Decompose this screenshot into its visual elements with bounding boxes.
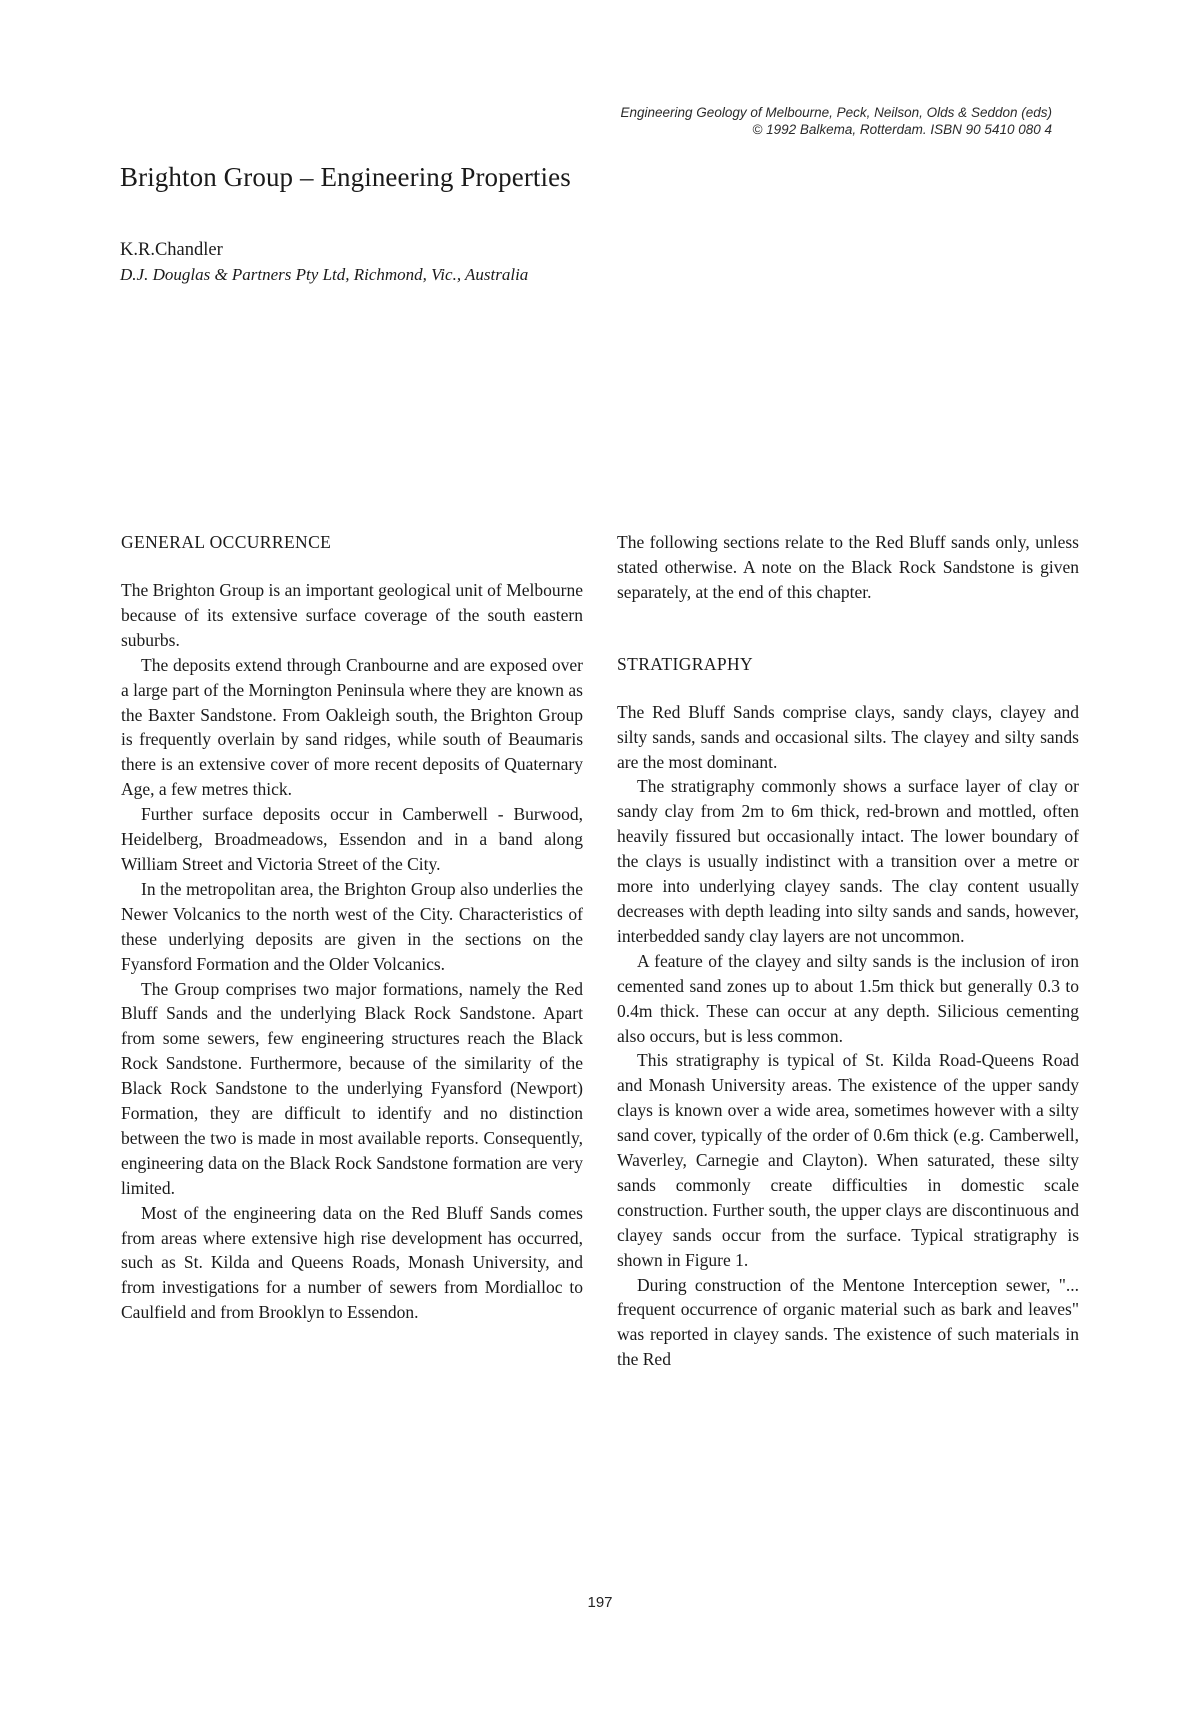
author-name: K.R.Chandler	[120, 240, 223, 260]
paragraph: The Red Bluff Sands comprise clays, sandy clays, clayey and silty sands, sands and occasional silts. The clayey and silty sands are the most dominant.	[617, 701, 1079, 772]
paragraph: The Brighton Group is an important geological unit of Melbourne because of its extensive surface coverage of the south eastern suburbs.	[121, 580, 583, 650]
section-heading-general-occurrence: GENERAL OCCURRENCE	[121, 532, 332, 552]
paragraph: Most of the engineering data on the Red Bluff Sands comes from areas where extensive high rise development has occurred, such as St. Kilda and Queens Roads, Monash University, and from investigations for a number of sewers from Mordialloc to Caulfield and from Brooklyn to Essendon.	[121, 1202, 583, 1323]
right-column	[617, 530, 1079, 1372]
paragraph: This stratigraphy is typical of St. Kilda Road-Queens Road and Monash University areas. The existence of the upper sandy clays is known over a wide area, sometimes however with a silty sand cover, typically of the order of 0.6m thick (e.g. Camberwell, Waverley, Carnegie and Clayton). When saturated, these silty sands commonly create difficulties in domestic scale construction. Further south, the upper clays are discontinuous and clayey sands occur from the surface. Typical stratigraphy is shown in Figure 1.	[617, 1050, 1079, 1270]
page-number: 197	[587, 1594, 613, 1611]
paragraph: The Group comprises two major formations, namely the Red Bluff Sands and the underlying Black Rock Sandstone. Apart from some sewers, few engineering structures reach the Black Rock Sandstone. Furthermore, because of the similarity of the Black Rock Sandstone to the underlying Fyansford (Newport) Formation, they are difficult to identify and no distinction between the two is made in most available reports. Consequently, engineering data on the Black Rock Sandstone formation are very limited.	[121, 978, 583, 1198]
citation-line-2: © 1992 Balkema, Rotterdam. ISBN 90 5410 080 4	[752, 122, 1052, 137]
author-affiliation: D.J. Douglas & Partners Pty Ltd, Richmond, Vic., Australia	[120, 265, 529, 284]
paper-title: Brighton Group – Engineering Properties	[120, 162, 571, 192]
paragraph-intro: The following sections relate to the Red Bluff sands only, unless stated otherwise. A note on the Black Rock Sandstone is given separately, at the end of this chapter.	[617, 532, 1079, 602]
paragraph: In the metropolitan area, the Brighton Group also underlies the Newer Volcanics to the north west of the City. Characteristics of these underlying deposits are given in the sections on the Fyansford Formation and the Older Volcanics.	[121, 878, 583, 974]
citation-header	[621, 104, 1053, 138]
paragraph: Further surface deposits occur in Camberwell - Burwood, Heidelberg, Broadmeadows, Essendon and in a band along William Street and Victoria Street of the City.	[121, 804, 583, 874]
left-column	[121, 530, 583, 1325]
citation-line-1: Engineering Geology of Melbourne, Peck, Neilson, Olds & Seddon (eds)	[620, 105, 1052, 120]
paragraph: The stratigraphy commonly shows a surface layer of clay or sandy clay from 2m to 6m thick, red-brown and mottled, often heavily fissured but occasionally intact. The lower boundary of the clays is usually indistinct with a transition over a metre or more into underlying clayey sands. The clay content usually decreases with depth leading into silty sands and sands, however, interbedded sandy clay layers are not uncommon.	[617, 776, 1079, 946]
section-heading-stratigraphy: STRATIGRAPHY	[617, 653, 754, 674]
paragraph: The deposits extend through Cranbourne and are exposed over a large part of the Mornington Peninsula where they are known as the Baxter Sandstone. From Oakleigh south, the Brighton Group is frequently overlain by sand ridges, while south of Beaumaris there is an extensive cover of more recent deposits of Quaternary Age, a few metres thick.	[121, 654, 583, 800]
paragraph: During construction of the Mentone Interception sewer, "... frequent occurrence of organic material such as bark and leaves" was reported in clayey sands. The existence of such materials in the Red	[617, 1274, 1079, 1370]
paragraph: A feature of the clayey and silty sands is the inclusion of iron cemented sand zones up to about 1.5m thick but generally 0.3 to 0.4m thick. These can occur at any depth. Silicious cementing also occurs, but is less common.	[617, 950, 1079, 1046]
